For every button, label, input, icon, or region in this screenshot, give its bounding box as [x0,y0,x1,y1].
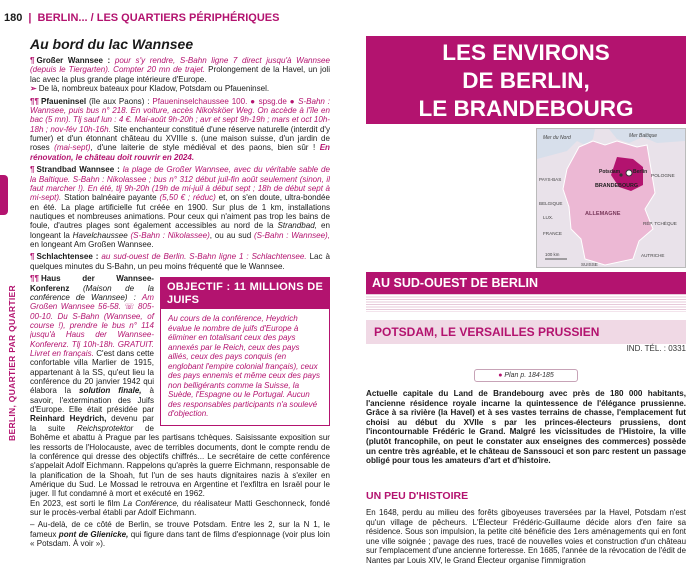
entry-solution: solution finale, [79,386,142,396]
history-title: UN PEU D'HISTOIRE [366,490,469,502]
map-label-pologne: POLOGNE [651,174,675,179]
entry-text-4: de Bohême et abattu à Prague par les partisans tchèques. Saisissante exposition sur les ressorts de l'Holocauste, avec de terribles documents, dont le compte rendu de la conférence qui dresse des objectifs chiffrés... Le secrétaire de cette conférence s'appelait Adolf Eichmann. Rappelons qu'après la guerre Eichmann, responsable de la planification de la Shoah, fut l'un de ses hauts dignitaires nazis à s'exiler en Amérique du Sud. Le Mossad le retrouva en Argentine et l'exfiltra en Israël pour le juger. Il fut condamné à mort et exécuté en 1962. [30,423,330,499]
entry-strandbad-word: Strandbad, [277,221,317,231]
map-label-baltique: Mer Baltique [629,133,658,139]
access-info: la plage de Großer Wannsee, avec du véritable sable de la Baltique. S-Bahn : Nikolassee ; bus n° 312 début juil-fin août seulement (sinon, il faut marcher !). En été, tlj 9h-20h (19h de mi-juil à début sept ; 18h de début sept à mi-sept). [30,165,330,203]
map-label-lux: LUX. [543,215,554,220]
entry-heydrich: Reinhard Heydrich, [30,414,107,424]
entry-address: Pfaueninselchaussee 100. [152,96,248,106]
sub-banner: AU SUD-OUEST DE BERLIN [366,272,686,294]
entry-text-5: En 2023, est sorti le film [30,498,121,508]
boat-arrow-icon: ➢ [30,84,37,94]
quote-rating-icon: ¶¶ [30,274,39,284]
bullet-icon: ● [498,372,503,379]
entry-text: Site enchanteur constitué d'une réserve naturelle (interdit d'y fumer) et d'un étonnant château du XVIIIe s. (une maison suisse, d'un jardin de roses [30,124,330,153]
access-info: S-Bahn : Wannsee, puis bus n° 218. En voiture, accès Nikolsköer Weg. On accède à l'île en bac (5 mn). Tlj sauf lun : 4 €. Mai-août 9h-20h ; avr et sept 9h-19h ; mars et oct 10h-18h ; nov-fév 10h-16h. [30,96,330,134]
access-info: pour s'y rendre, S-Bahn ligne 7 direct jusqu'à Wannsee (depuis le Tiergarten). Compter 20 mn de trajet. [30,56,330,75]
entry-text-4: , ou au sud [209,230,252,240]
map-scale-label: 100 km [545,252,560,257]
phone-code: IND. TÉL. : 0331 [626,344,686,353]
locator-map [536,128,686,268]
entry-reichs: Reichsprotektor [76,423,134,433]
map-label-autriche: AUTRICHE [641,253,665,258]
info-box [160,277,330,426]
map-label-pays-bas: PAYS-BAS [539,177,562,182]
left-page [0,0,340,584]
running-head-title: BERLIN... / LES QUARTIERS PÉRIPHÉRIQUES [37,12,280,24]
renovation-note: En rénovation, le château doit rouvrir en 2024. [30,143,330,162]
web-icon: ● [250,96,256,106]
map-label-france: FRANCE [543,231,562,236]
side-label: BERLIN, QUARTIER PAR QUARTIER [7,285,17,441]
quote-rating-icon: ¶¶ [30,96,39,106]
plan-reference-text: Plan p. 184-185 [504,372,554,379]
phone-icon: ☏ [124,302,135,312]
quote-rating-icon: ¶ [30,56,35,65]
right-page [352,0,700,584]
map-label-suisse: SUISSE [581,262,598,267]
entry-name: Großer Wannsee : [36,56,111,65]
chapter-line: LES ENVIRONS [442,40,610,65]
entry-tip: De là, nombreux bateaux pour Kladow, Potsdam ou Pfaueninsel. [38,84,270,94]
entry-address: Am Großen Wannsee 56-58. [30,293,154,312]
head-separator: | [28,12,32,24]
entry-pfaueninsel [30,97,330,162]
entry-paren: (Maison de la conférence de Wannsee) : [30,283,154,302]
body-text [30,56,330,584]
entry-name: Haus der Wannsee-Konferenz [30,274,154,293]
info-box-title: OBJECTIF : 11 MILLIONS DE JUIFS [161,278,329,309]
access-info-2: (S-Bahn : Nikolassee) [130,230,210,240]
map-svg [537,129,685,267]
entry-text: Prolongement de la Havel, un joli lac avec la plus grande plage intérieure d'Europe. [30,65,330,84]
entry-name: Pfaueninsel [40,96,87,106]
entry-text-6: du réalisateur Matti Geschonneck, fondé sur le procès-verbal établi par Adolf Eichmann. [30,498,330,517]
section-title: Au bord du lac Wannsee [30,36,194,52]
quote-rating-icon: ¶ [30,252,35,262]
entry-paren: (île aux Paons) : [89,96,150,106]
berlin-marker [626,170,632,176]
running-head [4,12,279,24]
chapter-line: DE BERLIN, [462,68,590,93]
entry-web[interactable]: spsg.de [258,96,287,106]
entry-havel: Havelchaussee [72,230,128,240]
entry-text-3: en longeant la [30,221,330,240]
side-tab [0,175,8,215]
map-label-nordsee: Mer du Nord [543,135,571,141]
entry-name: Strandbad Wannsee : [36,165,120,175]
map-label-brandebourg: BRANDEBOURG [595,183,639,189]
map-label-potsdam: Potsdam [599,169,621,175]
entry-text: – Au-delà, de ce côté de Berlin, se trouve Potsdam. Entre les 2, sur la N 1, le fameux [30,520,330,539]
entry-strandbad [30,165,330,249]
quote-rating-icon: ¶ [30,165,35,175]
entry-price: (5,50 € ; réduc) [159,193,216,203]
entry-text: Lac à quelques minutes du S-Bahn, un peu moins fréquenté que le Wannsee. [30,252,330,271]
chapter-banner [366,36,686,124]
entry-pont: pont de Glienicke, [58,529,129,539]
entry-roses: (mai-sept) [54,143,91,153]
entry-grosser-wannsee [30,56,330,93]
map-label-allemagne: ALLEMAGNE [585,211,621,217]
entry-text-2: et, on s'en doute, ultra-bondée en été. La plage artificielle fut créée en 1900. Sur plus de 1 km, installations nautiques et nombreuses animations. Pour ceux qui n'aiment pas trop les bains de foule, d'autres plages sont également accessibles au nord de la [30,193,330,231]
access-info: au sud-ouest de Berlin. S-Bahn ligne 1 : Schlachtensee. [101,252,307,262]
entry-glienicke [30,520,330,548]
bullet-icon: ● [289,96,296,106]
entry-text-3: devenu par la suite [30,414,154,433]
map-label-rep-tcheque: RÉP. TCHÈQUE [643,221,677,226]
entry-text-2: , d'une laiterie de style médiéval et des paons, bien sûr ! [90,143,316,153]
history-text: En 1648, perdu au milieu des forêts giboyeuses traversées par la Havel, Potsdam n'est qu'un village de pêcheurs. L'Électeur Frédéric-Guillaume décide alors d'en faire sa résidence. Sous son impulsion, la petite cité bénéficie des 1ers aménagements qui en font une ville soignée ; pavage des rues, tracé de nouvelles voies et construction d'un château sur l'emplacement d'une ancienne forteresse. En 1685, l'année de la révocation de l'édit de Nantes par Louis XIV, le Grand Électeur organise l'immigration [366,508,686,565]
entry-text-5: en longeant Am Großen Wannsee. [30,239,154,249]
potsdam-title: POTSDAM, LE VERSAILLES PRUSSIEN [366,320,686,344]
page-number: 180 [4,12,23,24]
entry-phone: 805-00-10. [30,302,154,321]
entry-text: C'est dans cette confortable villa Marlier de 1915, appartenant à la SS, qu'eut lieu la conférence du 20 janvier 1942 qui élabora la [30,349,154,396]
plan-reference[interactable] [474,369,578,382]
entry-text: Station balnéaire payante [64,193,157,203]
access-info: Du S-Bahn (Wannsee, of course !), prendre le bus n° 114 jusqu'à Haus der Wannsee-Konferenz. Tlj 10h-18h. GRATUIT. Livret en français. [30,311,154,359]
stripe-band [366,294,686,312]
entry-schlachtensee [30,252,330,271]
chapter-line: LE BRANDEBOURG [418,96,634,121]
info-box-text: Au cours de la conférence, Heydrich évalue le nombre de juifs d'Europe à éliminer en totalisant ceux des pays annexés par le Reich, ceux des pays alliés, ceux des pays conquis (en englobant l'empire colonial français), ceux des pays ennemis et même ceux des pays non belligérants comme la Suisse, la Suède, l'Espagne ou le Portugal. Aucun des responsables participants n'a soulevé d'objection. [168,314,321,419]
map-label-berlin: Berlin [633,169,648,175]
entry-film: La Conférence, [123,498,180,508]
entry-text-2: qui figure dans tant de films d'espionnage (voir plus loin « Potsdam. À voir »). [30,529,330,549]
entry-text-2: à savoir, l'extermination des Juifs d'Europe. Elle était présidée par [30,386,154,415]
entry-name: Schlachtensee : [36,252,99,262]
map-label-belgique: BELGIQUE [539,201,563,206]
access-info-3: (S-Bahn : Wannsee), [253,230,330,240]
intro-paragraph: Actuelle capitale du Land de Brandebourg avec près de 180 000 habitants, l'ancienne résidence royale incarne la quintessence de l'élégance prussienne. Grâce à sa rivière (la Havel) et à ses vastes terrains de chasse, l'emplacement fut choisi au début du XVIIe s par les princes-électeurs prussiens, dont l'incontournable Frédéric le Grand. Malgré les vicissitudes de l'Histoire, la ville (plutôt francophile, on peut le constater aux enseignes des commerces) possède un centre très agréable, et le château de Sanssouci et son parc restent un passage obligé pour tous les amateurs d'art et d'histoire. [366,389,686,466]
